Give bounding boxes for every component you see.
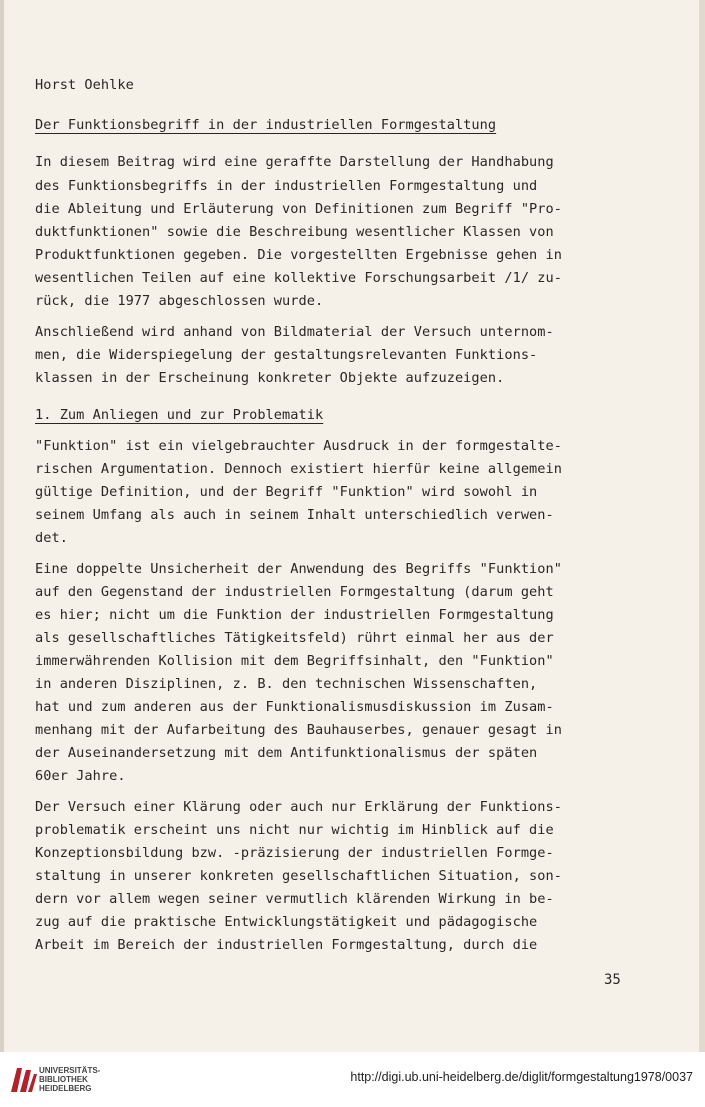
logo-line: BIBLIOTHEK — [39, 1075, 88, 1084]
viewer-footer — [0, 1052, 705, 1107]
page-number: 35 — [604, 972, 621, 988]
text-line: Konzeptionsbildung bzw. -präzisierung der industriellen Formge- — [35, 845, 554, 861]
text-line: Produktfunktionen gegeben. Die vorgestellten Ergebnisse gehen in — [35, 247, 562, 263]
text-line: immerwährenden Kollision mit dem Begriffsinhalt, den "Funktion" — [35, 653, 554, 669]
text-line: 60er Jahre. — [35, 768, 126, 784]
article-title: Der Funktionsbegriff in der industriellen Formgestaltung — [35, 117, 497, 133]
text-line: Eine doppelte Unsicherheit der Anwendung des Begriffs "Funktion" — [35, 561, 562, 577]
text-line: des Funktionsbegriffs in der industriellen Formgestaltung und — [35, 178, 538, 194]
text-line: seinem Umfang als auch in seinem Inhalt unterschiedlich verwen- — [35, 507, 554, 523]
text-line: duktfunktionen" sowie die Beschreibung wesentlicher Klassen von — [35, 224, 554, 240]
text-line: "Funktion" ist ein vielgebrauchter Ausdruck in der formgestalte- — [35, 438, 562, 454]
text-line: staltung in unserer konkreten gesellschaftlichen Situation, son- — [35, 868, 562, 884]
text-line: als gesellschaftliches Tätigkeitsfeld) rührt einmal her aus der — [35, 630, 554, 646]
text-line: menhang mit der Aufarbeitung des Bauhauserbes, genauer gesagt in — [35, 722, 562, 738]
text-line: dern vor allem wegen seiner vermutlich klärenden Wirkung in be- — [35, 891, 554, 907]
library-logo-text — [39, 1066, 100, 1093]
text-line: hat und zum anderen aus der Funktionalismusdiskussion im Zusam- — [35, 699, 554, 715]
section-heading: 1. Zum Anliegen und zur Problematik — [35, 407, 324, 423]
text-line: in anderen Disziplinen, z. B. den technischen Wissenschaften, — [35, 676, 538, 692]
text-line: det. — [35, 530, 68, 546]
text-line: die Ableitung und Erläuterung von Definitionen zum Begriff "Pro- — [35, 201, 562, 217]
text-line: men, die Widerspiegelung der gestaltungsrelevanten Funktions- — [35, 347, 538, 363]
page-edge-right — [699, 0, 705, 1052]
text-line: rischen Argumentation. Dennoch existiert hierfür keine allgemein — [35, 461, 562, 477]
text-line: auf den Gegenstand der industriellen Formgestaltung (darum geht — [35, 584, 554, 600]
logo-line: HEIDELBERG — [39, 1084, 92, 1093]
author-name: Horst Oehlke — [35, 77, 134, 93]
library-logo-icon — [8, 1062, 38, 1096]
text-line: zug auf die praktische Entwicklungstätigkeit und pädagogische — [35, 914, 538, 930]
text-line: wesentlichen Teilen auf eine kollektive Forschungsarbeit /1/ zu- — [35, 270, 562, 286]
text-line: gültige Definition, und der Begriff "Funktion" wird sowohl in — [35, 484, 538, 500]
text-line: Der Versuch einer Klärung oder auch nur Erklärung der Funktions- — [35, 799, 562, 815]
text-line: klassen in der Erscheinung konkreter Objekte aufzuzeigen. — [35, 370, 505, 386]
text-line: In diesem Beitrag wird eine geraffte Darstellung der Handhabung — [35, 154, 554, 170]
text-line: problematik erscheint uns nicht nur wichtig im Hinblick auf die — [35, 822, 554, 838]
text-line: rück, die 1977 abgeschlossen wurde. — [35, 293, 324, 309]
permalink-url[interactable]: http://digi.ub.uni-heidelberg.de/diglit/formgestaltung1978/0037 — [350, 1070, 693, 1084]
logo-line: UNIVERSITÄTS- — [39, 1066, 101, 1075]
text-line: Anschließend wird anhand von Bildmaterial der Versuch unternom- — [35, 324, 554, 340]
text-line: es hier; nicht um die Funktion der industriellen Formgestaltung — [35, 607, 554, 623]
text-line: der Auseinandersetzung mit dem Antifunktionalismus der späten — [35, 745, 538, 761]
text-line: Arbeit im Bereich der industriellen Formgestaltung, durch die — [35, 937, 538, 953]
page-edge-left — [0, 0, 4, 1052]
